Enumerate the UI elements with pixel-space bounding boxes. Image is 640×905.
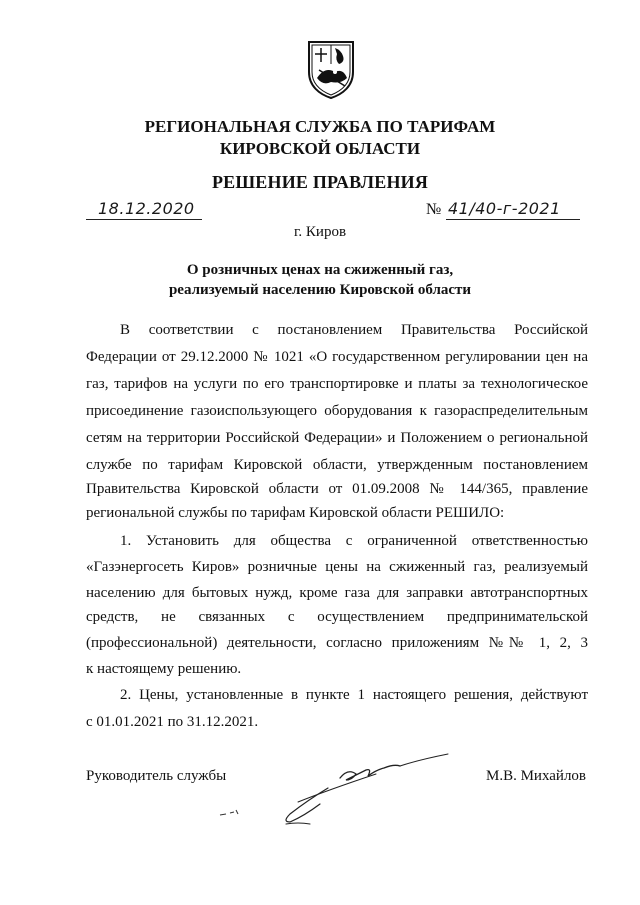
body-line: Правительства Кировской области от 01.09.2008 № 144/365, правление <box>86 481 588 497</box>
body-line: к настоящему решению. <box>86 661 242 677</box>
body-line: населению для бытовых нужд, кроме газа для заправки автотранспортных <box>86 585 588 601</box>
organization-name-line2: КИРОВСКОЙ ОБЛАСТИ <box>219 139 421 158</box>
date-underline <box>86 219 202 220</box>
body-line: 1. Установить для общества с ограниченной ответственностью <box>120 533 588 549</box>
handwritten-signature <box>268 744 468 834</box>
organization-name-line1: РЕГИОНАЛЬНАЯ СЛУЖБА ПО ТАРИФАМ <box>144 117 496 136</box>
body-line: службе по тарифам Кировской области, утвержденным постановлением <box>86 457 588 473</box>
body-line: Федерации от 29.12.2000 № 1021 «О государственном регулировании цен на <box>86 349 588 365</box>
city-label: г. Киров <box>293 224 347 240</box>
body-line: «Газэнергосеть Киров» розничные цены на сжиженный газ, реализуемый <box>86 559 588 575</box>
coat-of-arms-icon <box>305 38 357 100</box>
body-line: средств, не связанных с осуществлением предпринимательской <box>86 609 588 625</box>
number-sign: № <box>426 201 442 218</box>
body-line: 2. Цены, установленные в пункте 1 настоящего решения, действуют <box>120 687 588 703</box>
body-line: (профессиональной) деятельности, согласно приложениям №№ 1, 2, 3 <box>86 635 588 651</box>
body-line: В соответствии с постановлением Правительства Российской <box>120 322 588 338</box>
subject-line2: реализуемый населению Кировской области <box>168 282 472 298</box>
body-line: присоединение газоиспользующего оборудования к газораспределительным <box>86 403 588 419</box>
document-number: 41/40-г-2021 <box>448 199 561 218</box>
signatory-name: М.В. Михайлов <box>486 768 587 784</box>
body-line: региональной службы по тарифам Кировской области РЕШИЛО: <box>86 505 505 521</box>
document-date: 18.12.2020 <box>98 199 195 218</box>
body-line: газ, тарифов на услуги по его транспортировке и платы за технологическое <box>86 376 588 392</box>
pen-mark <box>218 808 242 818</box>
body-line: с 01.01.2021 по 31.12.2021. <box>86 714 259 730</box>
signatory-position: Руководитель службы <box>86 768 227 784</box>
body-line: сетям на территории Российской Федерации» и Положением о региональной <box>86 430 588 446</box>
document-type-title: РЕШЕНИЕ ПРАВЛЕНИЯ <box>211 172 429 192</box>
number-underline <box>446 219 580 220</box>
subject-line1: О розничных ценах на сжиженный газ, <box>186 262 454 278</box>
